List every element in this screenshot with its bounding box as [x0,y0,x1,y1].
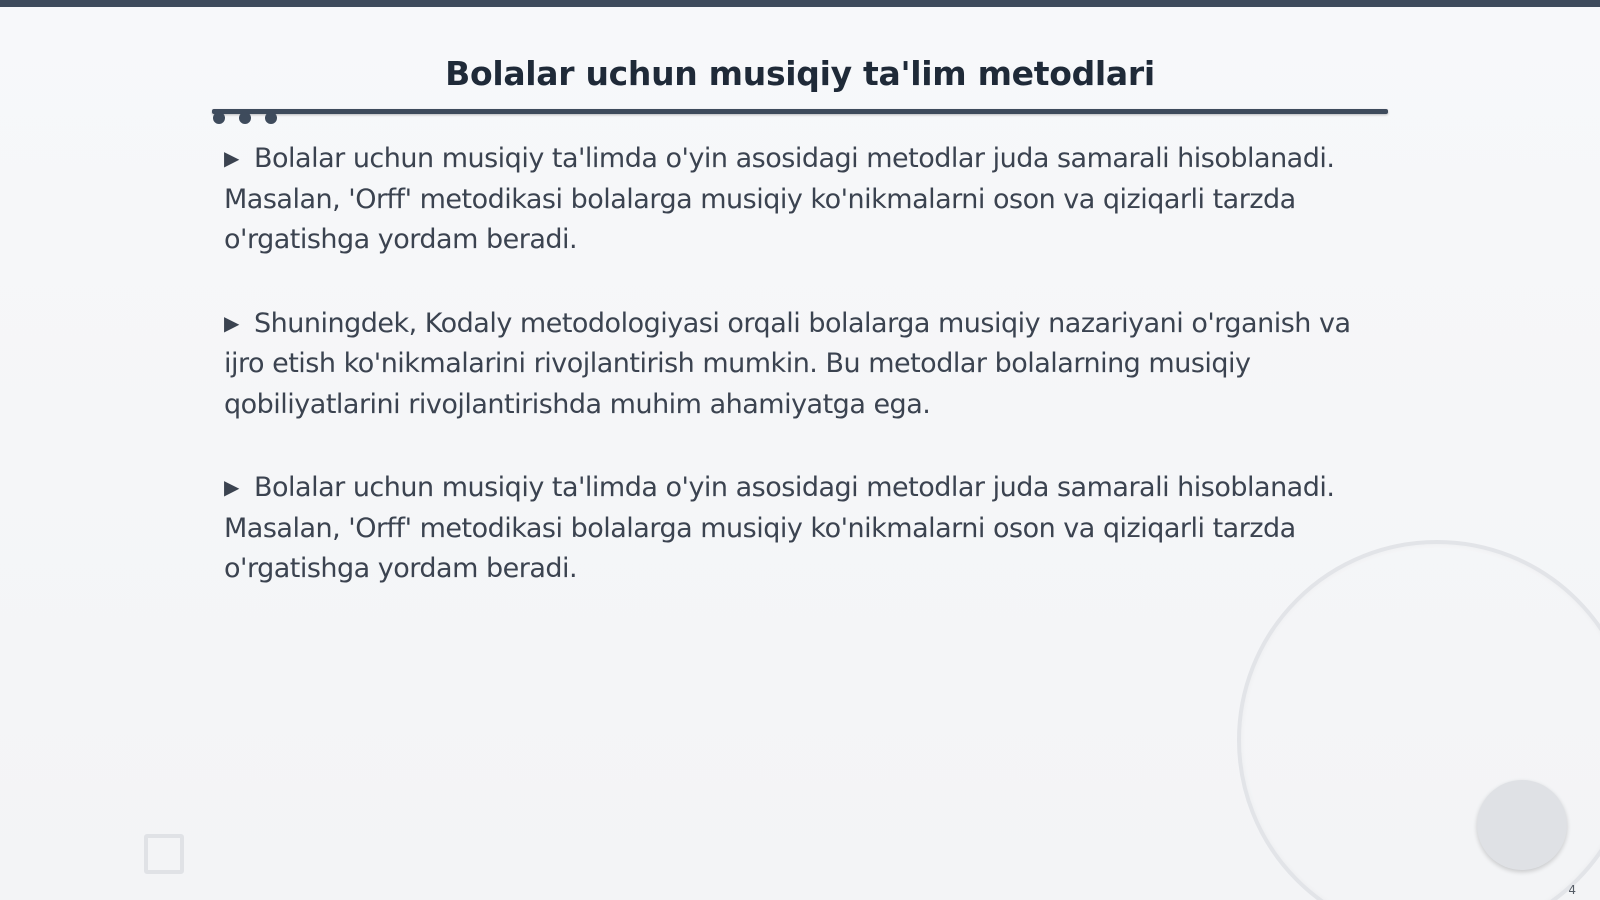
paragraph-text: Bolalar uchun musiqiy ta'limda o'yin asosidagi metodlar juda samarali hisoblanadi. Masalan, 'Orff' metodikasi bolalarga musiqiy ko'nikmalarni oson va qiziqarli tarzda o'rgatishga yordam beradi. [224,143,1335,255]
decorative-circle [1477,780,1567,870]
decorative-dot [265,112,277,124]
bullet-paragraph-1 [224,138,1384,261]
paragraph-text: Shuningdek, Kodaly metodologiyasi orqali bolalarga musiqiy nazariyani o'rganish va ijro etish ko'nikmalarini rivojlantirish mumkin. Bu metodlar bolalarning musiqiy qobiliyatlarini rivojlantirishda muhim ahamiyatga ega. [224,307,1351,420]
decorative-dot [239,112,251,124]
bullet-arrow-icon: ▶ [224,146,239,170]
bullet-paragraph-2 [224,303,1384,426]
bullet-paragraph-3 [224,467,1384,590]
bullet-arrow-icon: ▶ [224,475,239,499]
decorative-square [144,834,184,874]
title-underline [212,109,1388,114]
page-number: 4 [1568,883,1576,897]
slide-title: Bolalar uchun musiqiy ta'lim metodlari [445,54,1155,93]
bullet-arrow-icon: ▶ [224,310,239,335]
top-accent-bar [0,0,1600,7]
slide-body [224,138,1384,632]
paragraph-text: Bolalar uchun musiqiy ta'limda o'yin asosidagi metodlar juda samarali hisoblanadi. Masalan, 'Orff' metodikasi bolalarga musiqiy ko'nikmalarni oson va qiziqarli tarzda o'rgatishga yordam beradi. [224,472,1335,584]
decorative-dot [213,112,225,124]
